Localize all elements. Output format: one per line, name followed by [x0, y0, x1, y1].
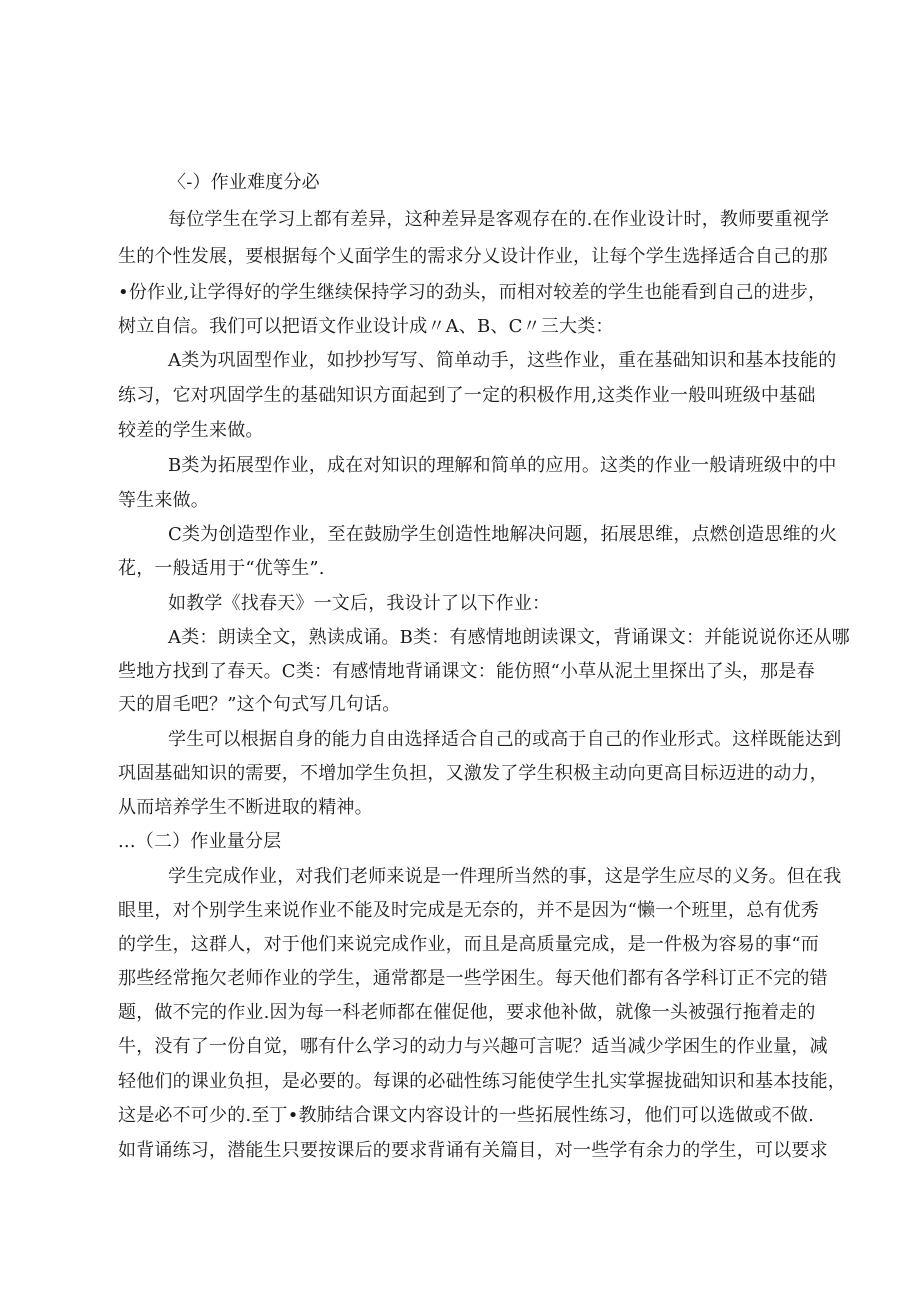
- paragraph-line: 的学生，这群人，对于他们来说完成作业，而且是高质量完成，是一件极为容易的事“而: [118, 934, 819, 955]
- paragraph-line: 较差的学生来做。: [118, 420, 264, 441]
- paragraph-line: 巩固基础知识的需要，不增加学生负担，又激发了学生积极主动向更高目标迈进的动力，: [118, 763, 828, 784]
- paragraph-line: 轻他们的课业负担，是必要的。每课的必础性练习能使学生扎实掌握拢础知识和基本技能，: [118, 1071, 846, 1092]
- paragraph-line: B类为拓展型作业，成在对知识的理解和简单的应用。这类的作业一般请班级中的中: [168, 455, 837, 476]
- paragraph-line: 题，做不完的作业.因为每一科老师都在催促他，要求他补做，就像一头被强行拖着走的: [118, 1002, 816, 1023]
- section-heading-difficulty: 〈-）作业难度分必: [168, 172, 320, 193]
- paragraph-line: 学生完成作业，对我们老师来说是一件理所当然的事，这是学生应尽的义务。但在我: [168, 866, 842, 887]
- paragraph-line: 等生来做。: [118, 490, 209, 511]
- paragraph-line: 练习，它对巩固学生的基础知识方面起到了一定的积极作用,这类作业一般叫班级中基础: [118, 385, 816, 406]
- paragraph-line: 些地方找到了春天。C类：有感情地背诵课文：能仿照“小草从泥土里探出了头，那是春: [118, 661, 815, 682]
- paragraph-line: 如教学《找春天》一文后，我设计了以下作业：: [168, 593, 551, 614]
- paragraph-line: 生的个性发展，要根据每个乂面学生的需求分乂设计作业，让每个学生选择适合自己的那: [118, 246, 828, 267]
- paragraph-line: 树立自信。我们可以把语文作业设计成〃A、B、C〃三大类：: [118, 316, 614, 337]
- paragraph-line: 花，一般适用于“优等生”.: [118, 558, 325, 579]
- paragraph-line: 那些经常拖欠老师作业的学生，通常都是一些学困生。每天他们都有各学科订正不完的错: [118, 968, 828, 989]
- paragraph-line: 眼里，对个别学生来说作业不能及时完成是无奈的，并不是因为“懒一个班里，总有优秀: [118, 900, 819, 921]
- paragraph-line: A类为巩固型作业，如抄抄写写、简单动手，这些作业，重在基础知识和基本技能的: [168, 350, 837, 371]
- paragraph-line: 天的眉毛吧？”这个句式写几句话。: [118, 694, 401, 715]
- section-heading-quantity: ...（二）作业量分层: [118, 831, 282, 852]
- paragraph-line: 从而培养学生不断进取的精神。: [118, 797, 373, 818]
- paragraph-line: A类：朗读全文，熟读成诵。B类：有感情地朗读课文，背诵课文：并能说说你还从哪: [168, 627, 850, 648]
- paragraph-line: 学生可以根据自身的能力自由选择适合自己的或高于自己的作业形式。这样既能达到: [168, 729, 842, 750]
- paragraph-line: •份作业,让学得好的学生继续保持学习的劲头，而相对较差的学生也能看到自己的进步，: [118, 282, 827, 303]
- paragraph-line: 如背诵练习，潜能生只要按课后的要求背诵有关篇目，对一些学有余力的学生，可以要求: [118, 1140, 828, 1161]
- paragraph-line: 牛，没有了一份自觉，哪有什么学习的动力与兴趣可言呢？适当减少学困生的作业量，减: [118, 1036, 828, 1057]
- paragraph-line: C类为创造型作业，至在鼓励学生创造性地解决问题，拓展思维，点燃创造思维的火: [168, 524, 838, 545]
- paragraph-line: 每位学生在学习上都有差异，这种差异是客观存在的.在作业设计时，教师要重视学: [168, 209, 830, 230]
- paragraph-line: 这是必不可少的.至丁•教肺结合课文内容设计的一些拓展性练习，他们可以选做或不做.: [118, 1105, 815, 1126]
